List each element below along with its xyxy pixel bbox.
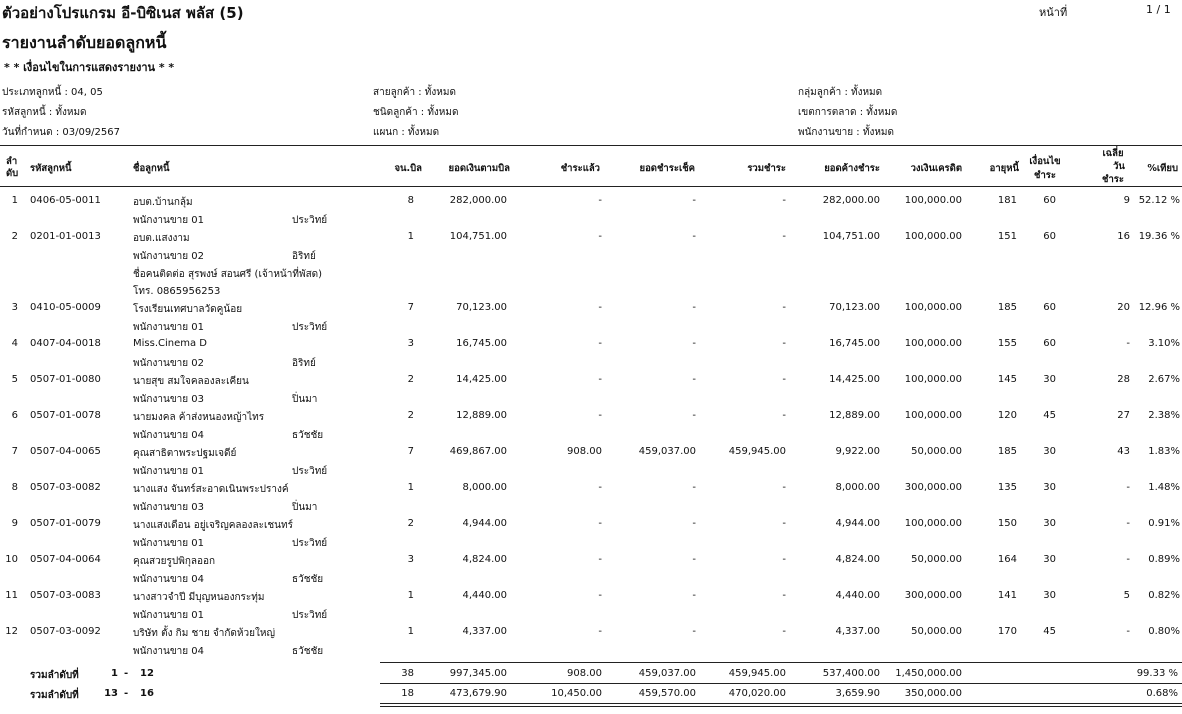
totals-credit: 350,000.00 [904, 688, 962, 699]
row-amount: 104,751.00 [449, 231, 507, 242]
row-amount: 282,000.00 [449, 195, 507, 206]
row-code: 0507-01-0080 [30, 374, 101, 385]
row-total-paid: - [782, 302, 786, 313]
row-total-paid: - [782, 195, 786, 206]
row-bills: 1 [407, 482, 414, 493]
row-bills: 3 [407, 338, 414, 349]
totals-paid: 908.00 [567, 668, 602, 679]
row-credit: 300,000.00 [904, 590, 962, 601]
row-total-paid: - [782, 626, 786, 637]
row-cheque: - [692, 302, 696, 313]
totals-rule-3a [380, 703, 1182, 704]
row-salesperson-label: พนักงานขาย 02 [133, 251, 205, 262]
row-cond: 45 [1043, 626, 1056, 637]
row-amount: 469,867.00 [449, 446, 507, 457]
col-rank-1: ลำ [6, 156, 18, 167]
row-credit: 50,000.00 [911, 446, 962, 457]
row-credit: 50,000.00 [911, 554, 962, 565]
col-credit: วงเงินเครดิต [910, 163, 962, 174]
totals-range-from: 1 [111, 668, 118, 679]
row-credit: 100,000.00 [904, 195, 962, 206]
row-salesperson-label: พนักงานขาย 01 [133, 215, 205, 226]
row-outstanding: 16,745.00 [829, 338, 880, 349]
col-cheque: ยอดชำระเช็ค [639, 163, 695, 174]
row-avg: 9 [1123, 195, 1130, 206]
row-pct: 19.36 % [1138, 231, 1180, 242]
row-cond: 30 [1043, 590, 1056, 601]
totals-paid: 10,450.00 [551, 688, 602, 699]
row-rank: 6 [11, 410, 18, 421]
row-outstanding: 4,440.00 [835, 590, 880, 601]
criteria-salesperson: พนักงานขาย : ทั้งหมด [798, 127, 895, 138]
row-name: นางแสง จันทร์สะอาดเนินพระปรางค์ [133, 484, 289, 495]
row-age: 150 [997, 518, 1017, 529]
row-outstanding: 4,337.00 [835, 626, 880, 637]
row-code: 0201-01-0013 [30, 231, 101, 242]
col-outstanding: ยอดค้างชำระ [824, 163, 880, 174]
totals-cheque: 459,037.00 [638, 668, 696, 679]
row-outstanding: 4,824.00 [835, 554, 880, 565]
row-total-paid: - [782, 518, 786, 529]
totals-bills: 18 [401, 688, 414, 699]
row-rank: 3 [11, 302, 18, 313]
row-paid: 908.00 [567, 446, 602, 457]
row-amount: 14,425.00 [456, 374, 507, 385]
row-total-paid: - [782, 482, 786, 493]
row-pct: 3.10% [1148, 338, 1180, 349]
row-avg: 27 [1117, 410, 1130, 421]
criteria-due-date: วันที่กำหนด : 03/09/2567 [2, 127, 120, 138]
row-cond: 45 [1043, 410, 1056, 421]
row-outstanding: 70,123.00 [829, 302, 880, 313]
row-rank: 9 [11, 518, 18, 529]
row-credit: 50,000.00 [911, 626, 962, 637]
col-avg-2: วัน [1113, 161, 1125, 172]
row-bills: 1 [407, 626, 414, 637]
row-cheque: - [692, 554, 696, 565]
row-salesperson-label: พนักงานขาย 04 [133, 646, 205, 657]
row-salesperson-label: พนักงานขาย 03 [133, 502, 205, 513]
row-age: 141 [997, 590, 1017, 601]
row-amount: 16,745.00 [456, 338, 507, 349]
row-avg: - [1126, 338, 1130, 349]
criteria-debtor-code: รหัสลูกหนี้ : ทั้งหมด [2, 107, 87, 118]
row-cheque: - [692, 195, 696, 206]
row-age: 120 [997, 410, 1017, 421]
row-credit: 100,000.00 [904, 338, 962, 349]
row-salesperson-name: ปิ่นมา [292, 502, 318, 513]
col-cond-1: เงื่อนไข [1029, 156, 1061, 167]
row-avg: 43 [1117, 446, 1130, 457]
row-code: 0407-04-0018 [30, 338, 101, 349]
row-cond: 60 [1043, 195, 1056, 206]
row-pct: 1.83% [1148, 446, 1180, 457]
row-rank: 5 [11, 374, 18, 385]
col-name: ชื่อลูกหนี้ [133, 163, 170, 174]
criteria-customer-line: สายลูกค้า : ทั้งหมด [373, 87, 456, 98]
totals-bills: 38 [401, 668, 414, 679]
row-pct: 52.12 % [1138, 195, 1180, 206]
row-paid: - [598, 482, 602, 493]
row-salesperson-label: พนักงานขาย 01 [133, 322, 205, 333]
row-outstanding: 4,944.00 [835, 518, 880, 529]
row-rank: 12 [5, 626, 18, 637]
totals-total-paid: 459,945.00 [728, 668, 786, 679]
row-phone: โทร. 0865956253 [133, 286, 221, 297]
row-cheque: - [692, 482, 696, 493]
totals-amount: 473,679.90 [449, 688, 507, 699]
row-cheque: - [692, 410, 696, 421]
totals-range-to: 12 [140, 668, 154, 679]
row-amount: 4,944.00 [462, 518, 507, 529]
row-amount: 8,000.00 [462, 482, 507, 493]
row-rank: 7 [11, 446, 18, 457]
page-number: 1 / 1 [1146, 3, 1171, 16]
row-cheque: - [692, 626, 696, 637]
row-cond: 60 [1043, 338, 1056, 349]
row-salesperson-name: ธวัชชัย [292, 430, 324, 441]
row-rank: 4 [11, 338, 18, 349]
row-paid: - [598, 374, 602, 385]
criteria-department: แผนก : ทั้งหมด [373, 127, 440, 138]
row-salesperson-name: ประวิทย์ [292, 215, 328, 226]
row-salesperson-label: พนักงานขาย 04 [133, 574, 205, 585]
row-salesperson-name: ประวิทย์ [292, 466, 328, 477]
row-age: 181 [997, 195, 1017, 206]
row-avg: - [1126, 482, 1130, 493]
row-cheque: - [692, 374, 696, 385]
row-salesperson-label: พนักงานขาย 01 [133, 538, 205, 549]
totals-outstanding: 537,400.00 [822, 668, 880, 679]
totals-range-sep: - [124, 688, 129, 699]
row-name: นางสาวจำปี มีบุญหนองกระทุ่ม [133, 592, 265, 603]
row-avg: - [1126, 518, 1130, 529]
row-age: 170 [997, 626, 1017, 637]
row-name: อบต.บ้านกลุ้ม [133, 197, 193, 208]
row-age: 155 [997, 338, 1017, 349]
row-salesperson-name: ปิ่นมา [292, 394, 318, 405]
criteria-market-zone: เขตการตลาด : ทั้งหมด [798, 107, 898, 118]
row-name: นายสุข สมใจคลองละเคียน [133, 376, 249, 387]
row-code: 0507-01-0079 [30, 518, 101, 529]
row-bills: 1 [407, 231, 414, 242]
row-age: 164 [997, 554, 1017, 565]
row-paid: - [598, 338, 602, 349]
row-credit: 100,000.00 [904, 374, 962, 385]
row-salesperson-label: พนักงานขาย 02 [133, 358, 205, 369]
row-name: นายมงคล ค้าส่งหนองหญ้าไทร [133, 412, 265, 423]
row-bills: 8 [407, 195, 414, 206]
row-cond: 60 [1043, 302, 1056, 313]
row-outstanding: 282,000.00 [822, 195, 880, 206]
col-paid: ชำระแล้ว [560, 163, 600, 174]
totals-label: รวมลำดับที่ [30, 690, 79, 701]
row-pct: 0.89% [1148, 554, 1180, 565]
row-cond: 60 [1043, 231, 1056, 242]
totals-cheque: 459,570.00 [638, 688, 696, 699]
col-code: รหัสลูกหนี้ [30, 163, 72, 174]
totals-rule-2 [380, 683, 1182, 684]
row-cond: 30 [1043, 518, 1056, 529]
row-pct: 2.38% [1148, 410, 1180, 421]
row-avg: 16 [1117, 231, 1130, 242]
row-rank: 8 [11, 482, 18, 493]
row-amount: 4,440.00 [462, 590, 507, 601]
row-paid: - [598, 410, 602, 421]
row-rank: 1 [11, 195, 18, 206]
row-cond: 30 [1043, 482, 1056, 493]
col-avg-1: เฉลี่ย [1102, 148, 1124, 159]
row-age: 135 [997, 482, 1017, 493]
row-salesperson-name: ประวิทย์ [292, 322, 328, 333]
row-code: 0507-04-0065 [30, 446, 101, 457]
row-pct: 12.96 % [1138, 302, 1180, 313]
row-age: 185 [997, 302, 1017, 313]
totals-pct: 0.68% [1146, 688, 1178, 699]
row-name: Miss.Cinema D [133, 338, 208, 349]
totals-range-to: 16 [140, 688, 154, 699]
row-avg: - [1126, 554, 1130, 565]
col-total-paid: รวมชำระ [747, 163, 786, 174]
row-total-paid: - [782, 410, 786, 421]
row-paid: - [598, 231, 602, 242]
row-salesperson-name: ธวัชชัย [292, 574, 324, 585]
col-cond-2: ชำระ [1034, 170, 1056, 181]
row-pct: 2.67% [1148, 374, 1180, 385]
row-salesperson-name: อิริทย์ [292, 358, 316, 369]
row-code: 0507-03-0083 [30, 590, 101, 601]
row-cond: 30 [1043, 374, 1056, 385]
row-cond: 30 [1043, 446, 1056, 457]
row-avg: 20 [1117, 302, 1130, 313]
row-bills: 7 [407, 302, 414, 313]
row-age: 151 [997, 231, 1017, 242]
row-amount: 12,889.00 [456, 410, 507, 421]
row-rank: 10 [5, 554, 18, 565]
row-code: 0410-05-0009 [30, 302, 101, 313]
row-bills: 2 [407, 518, 414, 529]
header-top-rule [0, 145, 1182, 146]
row-avg: 5 [1123, 590, 1130, 601]
page-label: หน้าที่ [1039, 6, 1068, 19]
row-credit: 100,000.00 [904, 410, 962, 421]
row-rank: 2 [11, 231, 18, 242]
row-age: 185 [997, 446, 1017, 457]
criteria-customer-group: กลุ่มลูกค้า : ทั้งหมด [798, 87, 883, 98]
totals-range-sep: - [124, 668, 129, 679]
row-name: คุณสวยรูปพิกุลออก [133, 556, 216, 567]
row-bills: 7 [407, 446, 414, 457]
totals-credit: 1,450,000.00 [895, 668, 962, 679]
row-amount: 70,123.00 [456, 302, 507, 313]
row-paid: - [598, 554, 602, 565]
header-bottom-rule [0, 186, 1182, 187]
row-code: 0507-03-0092 [30, 626, 101, 637]
row-credit: 100,000.00 [904, 302, 962, 313]
col-age: อายุหนี้ [989, 163, 1019, 174]
row-paid: - [598, 590, 602, 601]
row-code: 0507-03-0082 [30, 482, 101, 493]
row-amount: 4,337.00 [462, 626, 507, 637]
row-name: นางแสงเดือน อยู่เจริญคลองละเชนทร์ [133, 520, 293, 531]
row-salesperson-name: อิริทย์ [292, 251, 316, 262]
row-outstanding: 8,000.00 [835, 482, 880, 493]
row-salesperson-label: พนักงานขาย 04 [133, 430, 205, 441]
totals-label: รวมลำดับที่ [30, 670, 79, 681]
row-total-paid: - [782, 554, 786, 565]
row-pct: 0.80% [1148, 626, 1180, 637]
row-salesperson-label: พนักงานขาย 01 [133, 466, 205, 477]
row-rank: 11 [5, 590, 18, 601]
col-pct: %เทียบ [1147, 163, 1178, 174]
conditions-title: * * เงื่อนไขในการแสดงรายงาน * * [4, 61, 175, 74]
totals-amount: 997,345.00 [449, 668, 507, 679]
company-title: ตัวอย่างโปรแกรม อี-บิซิเนส พลัส (5) [2, 4, 244, 22]
row-total-paid: - [782, 231, 786, 242]
row-pct: 0.82% [1148, 590, 1180, 601]
criteria-customer-kind: ชนิดลูกค้า : ทั้งหมด [373, 107, 459, 118]
row-cheque: - [692, 590, 696, 601]
totals-total-paid: 470,020.00 [728, 688, 786, 699]
totals-outstanding: 3,659.90 [835, 688, 880, 699]
row-salesperson-label: พนักงานขาย 03 [133, 394, 205, 405]
row-salesperson-name: ประวิทย์ [292, 538, 328, 549]
row-cond: 30 [1043, 554, 1056, 565]
row-salesperson-name: ประวิทย์ [292, 610, 328, 621]
row-cheque: 459,037.00 [638, 446, 696, 457]
row-code: 0406-05-0011 [30, 195, 101, 206]
row-name: คุณสาธิตาพระปฐมเจดีย์ [133, 448, 237, 459]
totals-rule-1 [380, 662, 1182, 663]
row-total-paid: 459,945.00 [728, 446, 786, 457]
row-contact: ชื่อคนติดต่อ สุรพงษ์ สอนศรี (เจ้าหน้าที่พัสด) [133, 269, 323, 280]
criteria-debtor-type: ประเภทลูกหนี้ : 04, 05 [2, 87, 103, 98]
report-title: รายงานลำดับยอดลูกหนี้ [2, 33, 167, 52]
row-paid: - [598, 518, 602, 529]
row-name: อบต.แสงงาม [133, 233, 190, 244]
row-avg: 28 [1117, 374, 1130, 385]
totals-range-from: 13 [104, 688, 118, 699]
col-amount: ยอดเงินตามบิล [448, 163, 510, 174]
row-pct: 0.91% [1148, 518, 1180, 529]
row-code: 0507-01-0078 [30, 410, 101, 421]
row-total-paid: - [782, 374, 786, 385]
row-outstanding: 14,425.00 [829, 374, 880, 385]
row-cheque: - [692, 518, 696, 529]
row-total-paid: - [782, 338, 786, 349]
row-bills: 2 [407, 374, 414, 385]
col-bills: จน.บิล [394, 163, 422, 174]
row-name: โรงเรียนเทศบาลวัดคูน้อย [133, 304, 243, 315]
row-credit: 300,000.00 [904, 482, 962, 493]
row-paid: - [598, 626, 602, 637]
row-outstanding: 9,922.00 [835, 446, 880, 457]
row-bills: 1 [407, 590, 414, 601]
row-name: บริษัท ตั้ง กิม ชาย จำกัดห้วยใหญ่ [133, 628, 275, 639]
row-salesperson-label: พนักงานขาย 01 [133, 610, 205, 621]
row-pct: 1.48% [1148, 482, 1180, 493]
row-credit: 100,000.00 [904, 518, 962, 529]
row-bills: 2 [407, 410, 414, 421]
row-total-paid: - [782, 590, 786, 601]
row-salesperson-name: ธวัชชัย [292, 646, 324, 657]
row-cheque: - [692, 231, 696, 242]
row-age: 145 [997, 374, 1017, 385]
row-bills: 3 [407, 554, 414, 565]
row-amount: 4,824.00 [462, 554, 507, 565]
row-cheque: - [692, 338, 696, 349]
row-outstanding: 12,889.00 [829, 410, 880, 421]
totals-pct: 99.33 % [1136, 668, 1178, 679]
row-credit: 100,000.00 [904, 231, 962, 242]
row-avg: - [1126, 626, 1130, 637]
col-avg-3: ชำระ [1102, 174, 1124, 185]
totals-rule-3b [380, 706, 1182, 707]
row-code: 0507-04-0064 [30, 554, 101, 565]
row-paid: - [598, 302, 602, 313]
row-paid: - [598, 195, 602, 206]
row-outstanding: 104,751.00 [822, 231, 880, 242]
col-rank-2: ดับ [6, 168, 19, 179]
